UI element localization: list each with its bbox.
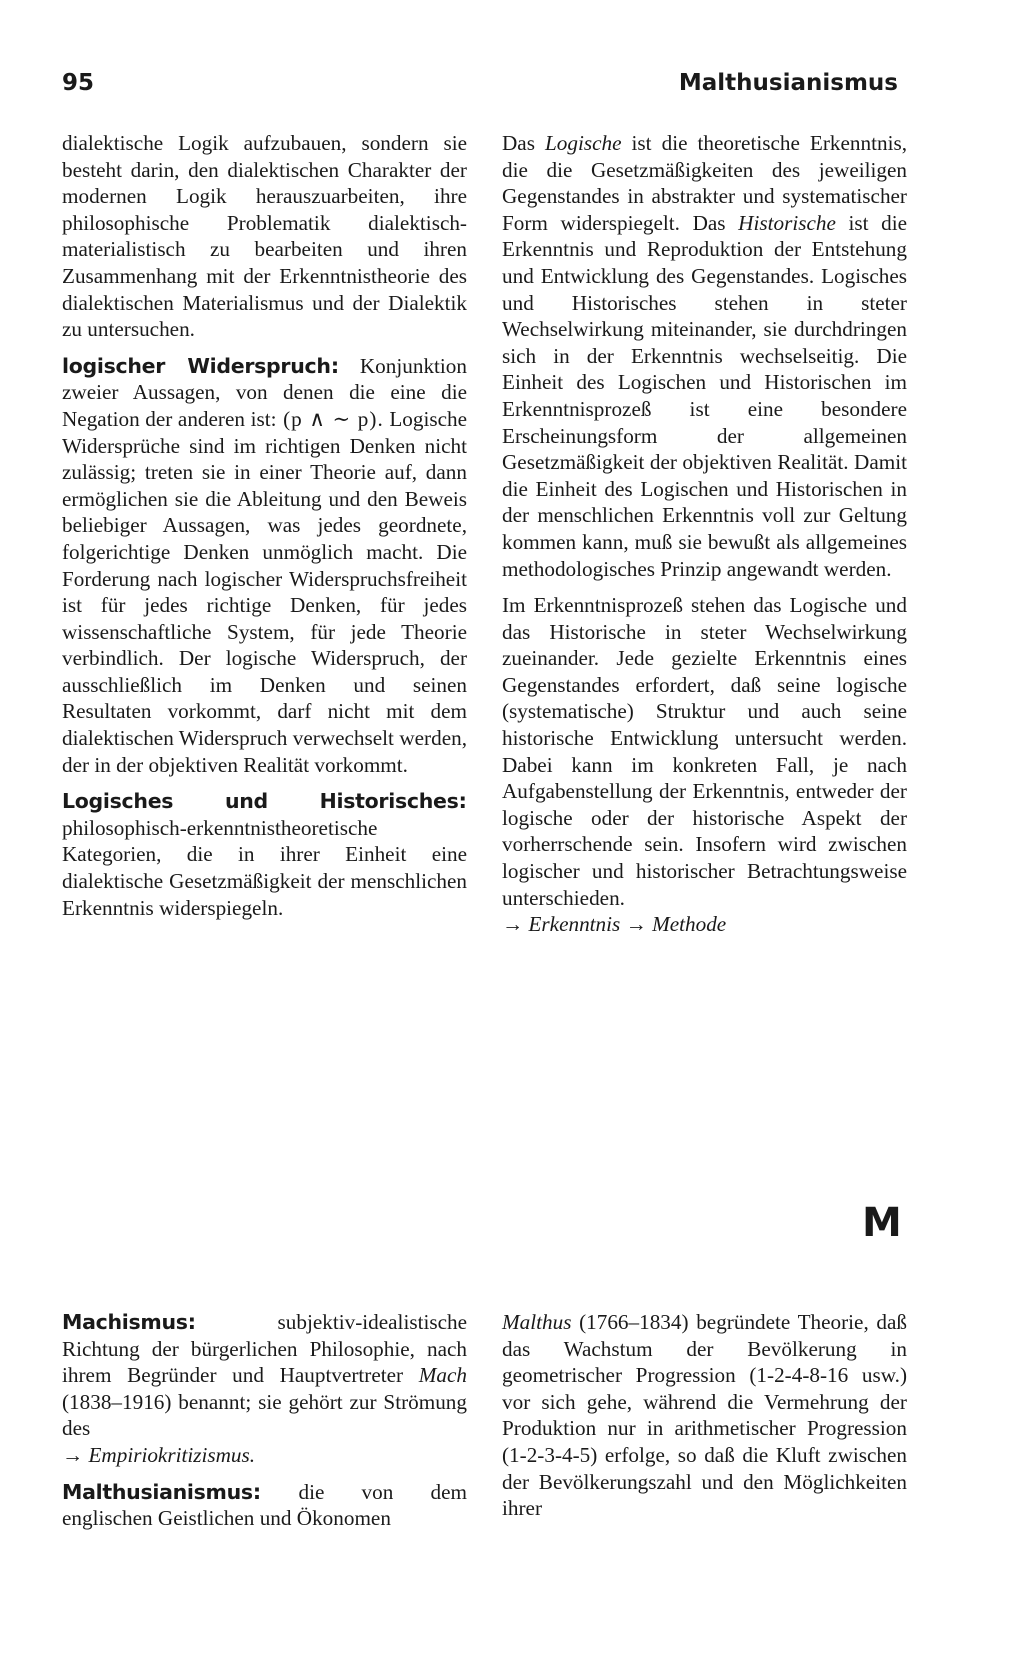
entry-term: Malthusianismus [62,1479,253,1504]
text: (1766–1834) begründete Theorie, daß das Wachstum der Bevölkerung in geometrischer Progression (1-2-4-8-16 usw.) vor sich gehe, während die Vermehrung der Produktion nur in arithmetischer Progression (1-2-3-4-5) erfolge, so daß die Kluft zwischen der Bevölkerungszahl und den Möglichkeiten ihrer [502,1310,907,1521]
page-header [62,70,898,104]
cross-reference-link[interactable]: Methode [652,912,727,937]
entry-logisches-und-historisches [62,788,467,921]
term-colon: : [458,788,467,814]
entry-term: Logisches und Historisches [62,789,459,814]
entry-text: die von dem englischen Geistlichen und Ökonomen [62,1479,467,1531]
cross-reference-link[interactable]: Erkenntnis [528,912,621,937]
entry-malthusianismus [62,1479,467,1532]
paragraph: Im Erkenntnisprozeß stehen das Logische und das Historische in steter Wechselwirkung zueinander. Jede gezielte Erkenntnis eines Gegenstandes erfordert, daß seine logische (systematische) Struktur und auch seine historische Entwicklung untersucht werden. Dabei kann im konkreten Fall, je nach Aufgabenstellung der Erkenntnis, entweder der logische oder der historische Aspekt der vorherrschende sein. Insofern wird zwischen logischer und historischer Betrachtungsweise unterschieden. [502,593,907,910]
term-colon: : [252,1478,262,1504]
entry-text: (1838–1916) benannt; sie gehört zur Strömung des [62,1389,467,1441]
text: Das [502,131,545,155]
paragraph-continuation: dialektische Logik aufzubauen, sondern sie besteht darin, den dialektischen Charakter der modernen Logik herauszuarbeiten, ihre philosophische Problematik dialektisch-materialistisch zu bearbeiten und ihren Zusammenhang mit der Erkenntnistheorie des dialektischen Materialismus und der Dialektik zu untersuchen. [62,131,467,342]
formula: (p ∧ ∼ p). [276,406,384,431]
arrow-right-icon: → [625,912,647,937]
italic-text: Logische [545,131,622,155]
entry-text: philosophisch-erkenntnistheoretische Kategorien, die in ihrer Einheit eine dialektische Gesetzmäßigkeit der menschlichen Erkenntnis widerspiegeln. [62,815,467,920]
page-number: 95 [62,70,95,96]
entry-text: Logische Widersprüche sind im richtigen Denken nicht zulässig; treten sie in einer Theorie auf, dann ermöglichen sie die Ableitung und den Beweis beliebiger Aussagen, was jedes geordnete, folgerichtige Denken unmöglich macht. Die Forderung nach logischer Widerspruchsfreiheit ist für jedes richtige Denken, für jedes wissenschaftliche System, für jede Theorie verbindlich. Der logische Widerspruch, der ausschließlich im Denken und seinen Resultaten vorkommt, darf nicht mit dem dialektischen Widerspruch verwechselt werden, der in der objektiven Realität vorkommt. [62,406,468,777]
right-column-top [502,130,907,948]
section-letter: M [862,1200,902,1246]
left-column-bottom [62,1309,467,1542]
entry-logischer-widerspruch [62,353,467,779]
term-colon: : [330,352,340,378]
italic-text: Mach [418,1363,467,1388]
text: ist die Erkenntnis und Reproduktion der Entstehung und Entwicklung des Gegenstandes. Logisches und Historisches stehen in steter Wechselwirkung miteinander, sie durchdringen sich in der Erkenntnis wechselseitig. Die Einheit des Logischen und Historischen im Erkenntnisprozeß ist eine besondere Erscheinungsform der allgemeinen Gesetzmäßigkeit der objektiven Realität. Damit die Einheit des Logischen und Historischen in der menschlichen Erkenntnis voll zur Geltung kommen kann, muß sie bewußt als allgemeines methodologisches Prinzip angewandt werden. [502,210,907,581]
entry-machismus [62,1309,467,1469]
italic-text: Historische [738,210,836,235]
arrow-right-icon: → [502,912,524,937]
entry-term: Machismus [62,1310,188,1334]
text: ist die theoretische Erkenntnis, die die Gesetzmäßigkeiten des jeweiligen Gegenstandes in abstrakter und systematischer Form widerspiegelt. Das [502,131,908,235]
running-head: Malthusianismus [678,70,898,96]
entry-text: Konjunktion zweier Aussagen, von denen die eine die Negation der anderen ist: [62,353,467,431]
cross-references [502,911,907,938]
cross-reference-link[interactable]: Empiriokritizismus. [88,1442,256,1467]
entry-text: subjektiv-idealistische Richtung der bürgerlichen Philosophie, nach ihrem Begründer und Hauptvertreter [62,1310,467,1388]
entry-term: logischer Widerspruch [62,353,331,378]
arrow-right-icon: → [62,1442,84,1467]
italic-text: Malthus [502,1310,572,1334]
right-column-bottom [502,1309,907,1532]
paragraph [502,1309,907,1522]
paragraph [502,130,907,582]
left-column-top [62,130,467,931]
term-colon: : [187,1309,197,1334]
